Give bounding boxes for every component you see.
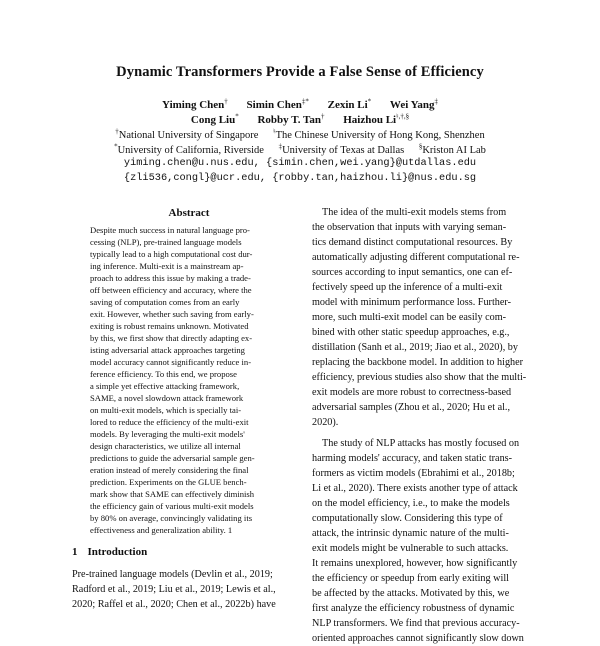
abstract-line: on multi-exit models, which is specially tai- bbox=[90, 405, 242, 415]
body-line: distillation (Sanh et al., 2019; Jiao et al., 2020), by bbox=[312, 342, 518, 353]
author: Yiming Chen† bbox=[162, 97, 228, 111]
abstract-line: predictions to guide the adversarial sample gen- bbox=[90, 453, 255, 463]
abstract-line: eration instead of merely considering the final bbox=[90, 465, 249, 475]
affiliations-row-1 bbox=[0, 127, 600, 141]
body-line: replacing the backbone model. In addition to higher bbox=[312, 357, 524, 368]
abstract-line: the efficiency gain of various multi-exit models bbox=[90, 501, 254, 511]
abstract-line: by this, we first show that directly adapting ex- bbox=[90, 333, 253, 343]
affiliation: †National University of Singapore bbox=[115, 127, 259, 141]
abstract-line: mark show that SAME can effectively diminish bbox=[90, 489, 255, 499]
body-line: exit models are more robust to correctness-based bbox=[312, 387, 512, 398]
abstract-heading: Abstract bbox=[168, 207, 210, 219]
body-line: harming models' accuracy, and taken static trans- bbox=[312, 453, 513, 464]
intro-line: 2020; Raffel et al., 2020; Chen et al., 2022b) have bbox=[72, 599, 276, 610]
author: Wei Yang‡ bbox=[389, 97, 438, 111]
body-line: on the model efficiency, i.e., to make the models bbox=[312, 498, 510, 509]
body-line: The study of NLP attacks has mostly focused on bbox=[322, 438, 520, 449]
author: Cong Liu* bbox=[190, 112, 239, 126]
body-line: attack, the intrinsic dynamic nature of the multi- bbox=[312, 528, 509, 539]
body-line: Li et al., 2020). There exists another type of attack bbox=[312, 483, 518, 494]
abstract-line: by 80% on average, convincingly validating its bbox=[90, 513, 253, 523]
abstract-line: model accuracy cannot significantly reduce in- bbox=[90, 357, 252, 367]
affiliations-row-2 bbox=[0, 142, 600, 156]
abstract-line: SAME, a novel slowdown attack framework bbox=[90, 393, 244, 403]
body-line: NLP transformers. We find that previous accuracy- bbox=[312, 618, 520, 629]
author: Zexin Li* bbox=[327, 97, 372, 111]
author: Robby T. Tan† bbox=[257, 112, 325, 126]
body-line: It remains unexplored, however, how significantly bbox=[312, 558, 518, 569]
body-line: model with minimum performance loss. Further- bbox=[312, 297, 511, 308]
abstract-line: ference efficiency. To this end, we propose bbox=[90, 369, 237, 379]
abstract-line: saving of computation comes from an early bbox=[90, 297, 240, 307]
abstract-line: lored to reduce the efficiency of the multi-exit bbox=[90, 417, 249, 427]
affiliation: ♮The Chinese University of Hong Kong, Shenzhen bbox=[273, 127, 485, 141]
section-title: Introduction bbox=[87, 546, 148, 558]
body-line: adversarial samples (Zhou et al., 2020; Hu et al., bbox=[312, 402, 511, 413]
abstract-line: effectiveness and generalization ability. 1 bbox=[90, 525, 233, 535]
author: Haizhou Li♮,†,§ bbox=[343, 112, 410, 126]
paper-title: Dynamic Transformers Provide a False Sense of Efficiency bbox=[116, 64, 484, 80]
affiliation: *University of California, Riverside bbox=[114, 142, 264, 156]
section-heading-introduction bbox=[72, 546, 147, 558]
body-line: sources according to input semantics, one can ef- bbox=[312, 267, 513, 278]
body-line: the efficiency or speedup from early exiting will bbox=[312, 573, 509, 584]
body-line: more, such multi-exit model can be easily com- bbox=[312, 312, 507, 323]
abstract-line: cessing (NLP), pre-trained language models bbox=[90, 237, 242, 247]
body-line: bined with other static speedup approaches, e.g., bbox=[312, 327, 510, 338]
abstract-line: ing inference. Multi-exit is a mainstream ap- bbox=[90, 261, 244, 271]
email-line-2[interactable]: {zli536,congl}@ucr.edu, {robby.tan,haizhou.li}@nus.edu.sg bbox=[123, 172, 477, 184]
abstract-line: prediction. Experiments on the GLUE bench- bbox=[90, 477, 247, 487]
abstract-line: isting adversarial attack approaches targeting bbox=[90, 345, 245, 355]
body-line: exit models might be vulnerable to such attacks. bbox=[312, 543, 509, 554]
abstract-line: Despite much success in natural language pro- bbox=[90, 225, 250, 235]
intro-line: Radford et al., 2019; Liu et al., 2019; Lewis et al., bbox=[72, 584, 276, 595]
author: Simin Chen‡* bbox=[246, 97, 309, 111]
abstract-line: typically lead to a high computational cost dur- bbox=[90, 249, 253, 259]
body-line: automatically adjusting different computational re- bbox=[312, 252, 520, 263]
body-line: formers as victim models (Ebrahimi et al., 2018b; bbox=[312, 468, 515, 479]
body-line: first analyze the efficiency robustness of dynamic bbox=[312, 603, 515, 614]
body-line: tics demand distinct computational resources. By bbox=[312, 237, 513, 248]
affiliation: ‡University of Texas at Dallas bbox=[278, 142, 405, 156]
abstract-line: exit. However, whether such saving from early- bbox=[90, 309, 254, 319]
affiliation: §Kriston AI Lab bbox=[418, 142, 486, 156]
abstract-line: off between efficiency and accuracy, where the bbox=[90, 285, 252, 295]
email-line-1[interactable]: yiming.chen@u.nus.edu, {simin.chen,wei.yang}@utdallas.edu bbox=[123, 157, 477, 169]
abstract-line: models. By leveraging the multi-exit models' bbox=[90, 429, 245, 439]
authors-row-2 bbox=[0, 112, 600, 126]
abstract-line: design characteristics, we utilize all internal bbox=[90, 441, 241, 451]
intro-line: Pre-trained language models (Devlin et al., 2019; bbox=[72, 569, 273, 580]
authors-row-1 bbox=[0, 97, 600, 111]
body-line: 2020). bbox=[312, 417, 339, 428]
section-number: 1 bbox=[72, 546, 78, 558]
body-line: computationally slow. Considering this type of bbox=[312, 513, 503, 524]
abstract-line: exiting is robust remains unknown. Motivated bbox=[90, 321, 249, 331]
body-line: The idea of the multi-exit models stems from bbox=[322, 207, 507, 218]
body-line: oriented approaches cannot significantly slow down bbox=[312, 633, 524, 644]
abstract-line: a simple yet effective attacking framework, bbox=[90, 381, 240, 391]
body-line: fectively speed up the inference of a multi-exit bbox=[312, 282, 503, 293]
body-line: be affected by the attacks. Motivated by this, we bbox=[312, 588, 510, 599]
body-line: efficiency, previous studies also show that the multi- bbox=[312, 372, 527, 383]
body-line: the observation that inputs with varying seman- bbox=[312, 222, 507, 233]
abstract-line: proach to address this issue by making a trade- bbox=[90, 273, 251, 283]
